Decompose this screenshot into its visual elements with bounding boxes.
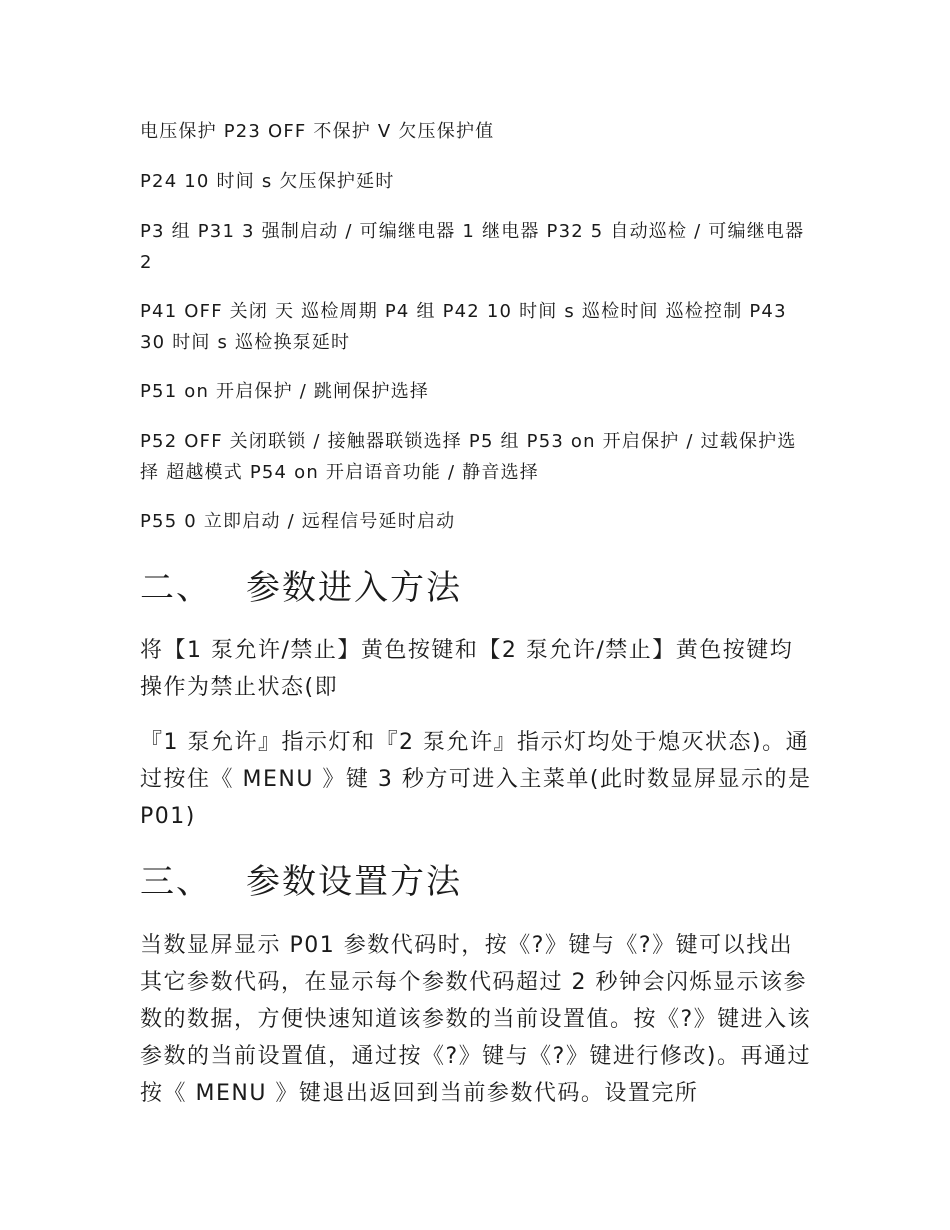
param-line-p3-group: P3 组 P31 3 强制启动 / 可编继电器 1 继电器 P32 5 自动巡检 / 可编继电器 2 — [140, 221, 805, 273]
param-line-p55: P55 0 立即启动 / 远程信号延时启动 — [140, 511, 456, 532]
section-3-paragraph-1: 当数显屏显示 P01 参数代码时，按《?》键与《?》键可以找出其它参数代码，在显示每个参数代码超过 2 秒钟会闪烁显示该参数的数据，方便快速知道该参数的当前设置值。按《?》键进入该参数的当前设置值，通过按《?》键与《?》键进行修改)。再通过按《 MENU 》键退出返回到当前参数代码。设置完所 — [140, 933, 812, 1106]
section-3-number: 三、 — [140, 862, 212, 902]
section-3-heading — [140, 860, 462, 904]
param-line-p24: P24 10 时间 s 欠压保护延时 — [140, 171, 395, 192]
section-2-heading — [140, 566, 462, 610]
section-2-paragraph-2: 『1 泵允许』指示灯和『2 泵允许』指示灯均处于熄灭状态)。通过按住《 MENU 》键 3 秒方可进入主菜单(此时数显屏显示的是 P01) — [140, 730, 812, 829]
section-2-number: 二、 — [140, 568, 212, 608]
section-2-title: 参数进入方法 — [246, 568, 462, 608]
section-3-title: 参数设置方法 — [246, 862, 462, 902]
param-line-p51: P51 on 开启保护 / 跳闸保护选择 — [140, 381, 430, 402]
param-line-p4-group: P41 OFF 关闭 天 巡检周期 P4 组 P42 10 时间 s 巡检时间 巡检控制 P43 30 时间 s 巡检换泵延时 — [140, 301, 787, 353]
param-line-voltage: 电压保护 P23 OFF 不保护 V 欠压保护值 — [140, 121, 495, 142]
param-line-p5-group: P52 OFF 关闭联锁 / 接触器联锁选择 P5 组 P53 on 开启保护 / 过载保护选择 超越模式 P54 on 开启语音功能 / 静音选择 — [140, 431, 797, 483]
section-2-paragraph-1: 将【1 泵允许/禁止】黄色按键和【2 泵允许/禁止】黄色按键均操作为禁止状态(即 — [140, 638, 794, 700]
